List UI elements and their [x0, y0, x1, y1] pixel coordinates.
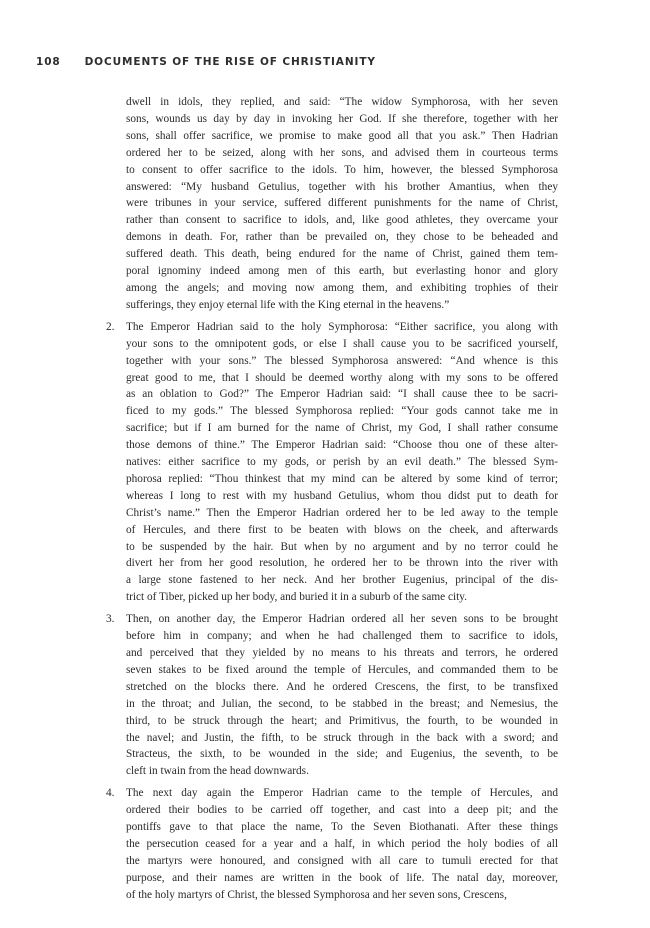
text-line: Then, on another day, the Emperor Hadrian ordered all her seven sons to be brought: [126, 613, 558, 626]
text-line: cleft in twain from the head downwards.: [126, 765, 309, 778]
text-line: stretched on the blocks there. And he ordered Crescens, the first, to be transfixed: [126, 680, 558, 693]
text-line: sons, shall offer sacrifice, we promise to make good all that you ask.” Then Hadrian: [126, 129, 558, 142]
text-line: of the holy martyrs of Christ, the blessed Symphorosa and her seven sons, Crescens,: [126, 888, 507, 901]
text-line: third, to be struck through the heart; and Primitivus, the fourth, to be wounded in: [126, 714, 558, 727]
text-line: to consent to offer sacrifice to the idols. To him, however, the blessed Symphorosa: [126, 163, 558, 176]
text-line: whereas I long to rest with my husband Getulius, whom thou didst put to death for: [126, 489, 558, 502]
text-line: Christ’s name.” Then the Emperor Hadrian ordered her to be led away to the temple: [126, 506, 558, 519]
text-line: sufferings, they enjoy eternal life with the King eternal in the heavens.”: [126, 298, 450, 311]
text-line: seven stakes to be fixed around the temple of Hercules, and commanded them to be: [126, 663, 558, 676]
text-line: the martyrs were honoured, and consigned with all care to tumuli erected for that: [126, 854, 558, 867]
text-line: trict of Tiber, picked up her body, and buried it in a suburb of the same city.: [126, 591, 467, 604]
text-line: The next day again the Emperor Hadrian came to the temple of Hercules, and: [126, 787, 558, 800]
text-line: to be suspended by the hair. But when by no argument and by no terror could he: [126, 540, 558, 553]
text-line: among the angels; and moving now among them, and exhibiting trophies of their: [126, 281, 558, 294]
body-text: [106, 94, 558, 904]
paragraph-text: [106, 611, 558, 780]
text-line: Stracteus, the sixth, to be wounded in the side; and Eugenius, the seventh, to be: [126, 748, 558, 761]
text-line: phorosa replied: “Thou thinkest that my mind can be altered by some kind of terror;: [126, 472, 558, 485]
text-line: ficed to my gods.” The blessed Symphorosa replied: “Your gods cannot take me in: [126, 405, 558, 418]
paragraph-text: [106, 785, 558, 903]
text-line: answered: “My husband Getulius, together with his brother Amantius, when they: [126, 180, 558, 193]
text-line: sacrifice; but if I am burned for the name of Christ, my God, I shall rather consume: [126, 422, 558, 435]
text-line: of Hercules, and there first to be beaten with blows on the cheek, and afterwards: [126, 523, 558, 536]
text-line: great good to me, that I should be deemed worthy along with my sons to be offered: [126, 371, 558, 384]
text-line: and perceived that they yielded by no means to his threats and terrors, he ordered: [126, 647, 558, 659]
paragraph-number: 3.: [106, 613, 115, 626]
running-head: [36, 56, 596, 72]
text-line: The Emperor Hadrian said to the holy Symphorosa: “Either sacrifice, you along with: [126, 320, 558, 333]
text-line: natives: either sacrifice to my gods, or perish by an evil death.” The blessed Sym-: [126, 456, 558, 469]
text-line: sons, wounds us day by day in invoking her God. If she therefore, together with her: [126, 112, 558, 125]
page-number: 108: [36, 56, 61, 68]
text-line: your sons to the omnipotent gods, or else I shall cause you to be sacrificed yourself,: [126, 337, 558, 350]
paragraph: [106, 785, 558, 903]
text-line: the persecution ceased for a year and a half, in which period the holy bodies of all: [126, 837, 558, 850]
text-line: ordered their bodies to be carried off together, and cast into a deep pit; and the: [126, 804, 558, 817]
text-line: as an oblation to God?” The Emperor Hadrian said: “I shall cause thee to be sacri-: [126, 388, 558, 401]
text-line: before him in company; and when he had challenged them to sacrifice to idols,: [126, 630, 558, 643]
text-line: were tribunes in your service, suffered different punishments for the name of Christ,: [126, 197, 558, 210]
text-line: dwell in idols, they replied, and said: “The widow Symphorosa, with her seven: [126, 96, 558, 108]
text-line: the navel; and Justin, the fifth, to be struck through in the back with a sword; and: [126, 731, 558, 744]
text-line: those demons of thine.” The Emperor Hadrian said: “Choose thou one of these alter-: [126, 439, 558, 452]
text-line: poral ignominy indeed among men of this earth, but everlasting honor and glory: [126, 265, 558, 278]
running-title: DOCUMENTS OF THE RISE OF CHRISTIANITY: [84, 56, 376, 68]
text-line: suffered death. This death, being endured for the name of Christ, gained them tem-: [126, 248, 558, 261]
text-line: rather than consent to sacrifice to idols, and, like good athletes, they overcame your: [126, 214, 558, 227]
paragraph-text: [106, 319, 558, 606]
text-line: demons in death. For, rather than be prevailed on, they chose to be beheaded and: [126, 231, 558, 244]
paragraph: [106, 319, 558, 606]
paragraph-number: 2.: [106, 320, 115, 333]
paragraph: [106, 94, 558, 314]
text-line: a large stone fastened to her neck. And her brother Eugenius, principal of the dis-: [126, 574, 558, 587]
text-line: pontiffs gave to that place the name, To the Seven Biothanati. After these things: [126, 821, 558, 834]
text-line: purpose, and their names are written in the book of life. The natal day, moreover,: [126, 871, 558, 884]
text-line: in the throat; and Julian, the second, to be stabbed in the breast; and Nemesius, the: [126, 697, 558, 710]
text-line: together with your sons.” The blessed Symphorosa answered: “And whence is this: [126, 354, 558, 367]
paragraph: [106, 611, 558, 780]
paragraph-number: 4.: [106, 787, 115, 800]
text-line: ordered her to be seized, along with her sons, and advised them in courteous terms: [126, 146, 558, 159]
text-line: divert her from her good resolution, he ordered her to be thrown into the river with: [126, 557, 558, 570]
paragraph-text: [106, 94, 558, 314]
